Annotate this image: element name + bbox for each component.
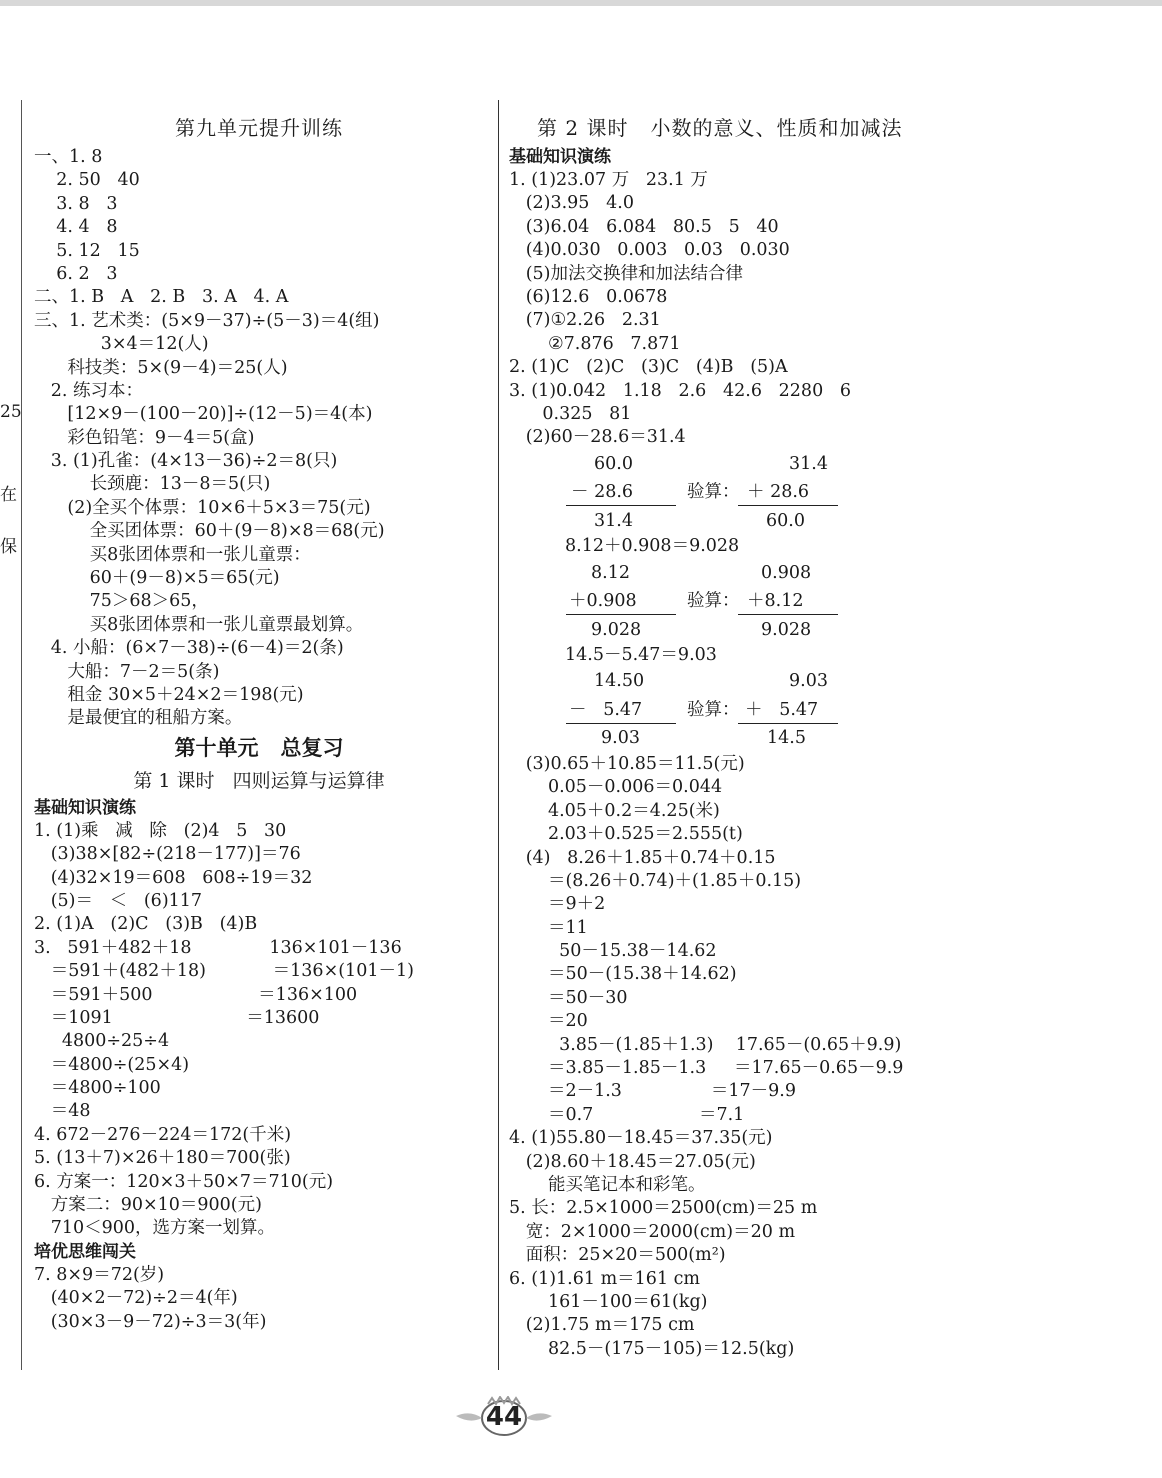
calc-result-left: 9.03 — [601, 728, 640, 749]
answer-line: 6. 2 3 — [34, 263, 118, 284]
answer-line: (40×2－72)÷2＝4(年) — [34, 1288, 238, 1309]
section-label-advanced: 培优思维闯关 — [34, 1241, 136, 1262]
left-column — [34, 110, 484, 1334]
answer-line: (5)加法交换律和加法结合律 — [509, 263, 743, 284]
edge-char: 保 — [0, 537, 17, 557]
answer-line: ＝9＋2 — [509, 894, 606, 915]
edge-char: 在 — [0, 485, 17, 505]
answer-line: ②7.876 7.871 — [509, 333, 681, 354]
check-label: 验算： — [687, 591, 740, 612]
answer-line: (3)6.04 6.084 80.5 5 40 — [509, 216, 779, 237]
answer-line: 能买笔记本和彩笔。 — [509, 1175, 706, 1195]
answer-line: ＝(8.26＋0.74)＋(1.85＋0.15) — [509, 870, 802, 891]
section-label-basic: 基础知识演练 — [34, 797, 136, 818]
answer-line: 82.5－(175－105)＝12.5(kg) — [509, 1338, 795, 1359]
answer-line: 买8张团体票和一张儿童票： — [34, 544, 311, 565]
answer-line: ＝20 — [509, 1011, 588, 1032]
calc-result-left: 9.028 — [591, 619, 642, 640]
answer-line: 一、1. 8 — [34, 147, 103, 167]
answer-line: (2)60－28.6＝31.4 — [509, 427, 686, 448]
answer-line: 0.05－0.006＝0.044 — [509, 777, 723, 798]
calc-op-right: ＋8.12 — [747, 591, 804, 612]
column-divider — [498, 100, 499, 1370]
answer-line: 60＋(9－8)×5＝65(元) — [34, 568, 280, 589]
answer-line: 宽：2×1000＝2000(cm)＝20 m — [509, 1221, 796, 1242]
answer-line: (4)0.030 0.003 0.03 0.030 — [509, 240, 790, 261]
unit9-title: 第九单元提升训练 — [175, 116, 343, 140]
answer-line: ＝50－30 — [509, 987, 628, 1008]
vertical-calc-3 — [509, 667, 1149, 753]
answer-line: 3. 8 3 — [34, 193, 118, 214]
answer-line: 2. (1)C (2)C (3)C (4)B (5)A — [509, 357, 788, 378]
calc-op-right: ＋ 5.47 — [745, 699, 819, 720]
answer-line: 5. (13＋7)×26＋180＝700(张) — [34, 1148, 291, 1169]
answer-line: (5)＝ ＜ (6)117 — [34, 890, 203, 911]
answer-line: ＝591＋(482＋18) ＝136×(101－1) — [34, 961, 414, 982]
answer-line: 6. 方案一：120×3＋50×7＝710(元) — [34, 1171, 334, 1192]
answer-line: 5. 长：2.5×1000＝2500(cm)＝25 m — [509, 1198, 818, 1219]
advanced-answers — [34, 1264, 484, 1334]
answer-line: (2)3.95 4.0 — [509, 193, 634, 214]
answer-line: 三、1. 艺术类：(5×9－37)÷(5－3)＝4(组) — [34, 310, 380, 331]
answer-line: 7. 8×9＝72(岁) — [34, 1264, 165, 1285]
lesson2-title: 第 2 课时 小数的意义、性质和加减法 — [537, 116, 903, 140]
answer-line: ＝591＋500 ＝136×100 — [34, 984, 358, 1005]
answer-line: ＝2－1.3 ＝17－9.9 — [509, 1081, 797, 1102]
answer-line: 3.85－(1.85＋1.3) 17.65－(0.65＋9.9) — [509, 1034, 902, 1055]
left-margin-line — [21, 100, 22, 1370]
answer-line: 3. 591＋482＋18 136×101－136 — [34, 937, 402, 958]
answer-line: ＝48 — [34, 1101, 91, 1122]
scan-top-band — [0, 0, 1162, 6]
answer-line: (3)0.65＋10.85＝11.5(元) — [509, 753, 745, 774]
answer-line: 4. 672－276－224＝172(千米) — [34, 1124, 292, 1145]
answer-line: ＝4800÷100 — [34, 1078, 161, 1099]
calc-result-right: 9.028 — [761, 619, 812, 640]
answer-line: 1. (1)23.07 万 23.1 万 — [509, 170, 708, 190]
answer-line: 二、1. B A 2. B 3. A 4. A — [34, 287, 289, 308]
answer-line: 3. (1)0.042 1.18 2.6 42.6 2280 6 — [509, 380, 852, 401]
answer-line: (4)32×19＝608 608÷19＝32 — [34, 867, 313, 888]
answer-line: 面积：25×20＝500(m²) — [509, 1245, 726, 1266]
answer-line: ＝3.85－1.85－1.3 ＝17.65－0.65－9.9 — [509, 1058, 904, 1079]
unit9-answers — [34, 146, 484, 731]
calc-op-left: － 28.6 — [571, 482, 634, 503]
answer-line: 0.325 81 — [509, 403, 632, 424]
answer-line: 4800÷25÷4 — [34, 1031, 170, 1052]
calc-top-left: 60.0 — [594, 453, 633, 474]
answer-line: 4. 小船：(6×7－38)÷(6－4)＝2(条) — [34, 638, 344, 659]
check-label: 验算： — [687, 482, 740, 503]
page-number-badge — [452, 1396, 556, 1438]
answer-line: 4. (1)55.80－18.45＝37.35(元) — [509, 1128, 773, 1149]
calc-op-left: ＋0.908 — [569, 591, 637, 612]
vertical-calc-2 — [509, 559, 1149, 645]
answer-line: (2)全买个体票：10×6＋5×3＝75(元) — [34, 497, 371, 518]
equation: 14.5－5.47＝9.03 — [565, 645, 717, 666]
answer-line: 买8张团体票和一张儿童票最划算。 — [34, 614, 364, 635]
vertical-calc-1 — [509, 450, 1149, 536]
answer-line: ＝1091 ＝13600 — [34, 1007, 320, 1028]
answer-line: (2)8.60＋18.45＝27.05(元) — [509, 1151, 756, 1172]
answer-line: 5. 12 15 — [34, 240, 140, 261]
answer-line: (7)①2.26 2.31 — [509, 310, 661, 331]
answer-line: 1. (1)乘 减 除 (2)4 5 30 — [34, 820, 287, 841]
section-label-basic: 基础知识演练 — [509, 147, 611, 167]
answer-line: 4.05＋0.2＝4.25(米) — [509, 800, 720, 821]
calc-result-right: 60.0 — [766, 510, 805, 531]
edge-char: 25 — [0, 402, 22, 422]
answer-line: (3)38×[82÷(218－177)]＝76 — [34, 844, 301, 865]
answer-line: 6. (1)1.61 m＝161 cm — [509, 1268, 701, 1289]
answer-line: (2)1.75 m＝175 cm — [509, 1315, 695, 1336]
answer-line: 彩色铅笔：9－4＝5(盒) — [34, 427, 255, 448]
calc-result-left: 31.4 — [594, 510, 633, 531]
answer-line: 大船：7－2＝5(条) — [34, 661, 220, 682]
answer-line: 长颈鹿：13－8＝5(只) — [34, 474, 271, 495]
answer-line: ＝4800÷(25×4) — [34, 1054, 190, 1075]
answer-line: 50－15.38－14.62 — [509, 941, 717, 962]
answer-line: 2. (1)A (2)C (3)B (4)B — [34, 914, 258, 935]
lesson2-answers-part1 — [509, 169, 1149, 450]
calc-top-left: 8.12 — [591, 562, 630, 583]
right-column — [509, 110, 1149, 1361]
equation: 8.12＋0.908＝9.028 — [565, 536, 740, 557]
answer-line: ＝50－(15.38＋14.62) — [509, 964, 737, 985]
answer-line: 全买团体票：60＋(9－8)×8＝68(元) — [34, 521, 385, 542]
answer-line: 710＜900，选方案一划算。 — [34, 1218, 275, 1239]
lesson2-answers-part2 — [509, 753, 1149, 1361]
answer-line: 75＞68＞65， — [34, 591, 209, 612]
check-label: 验算： — [687, 699, 740, 720]
answer-line: 3×4＝12(人) — [34, 334, 209, 355]
lesson1-title: 第 1 课时 四则运算与运算律 — [133, 769, 385, 792]
answer-line: (4) 8.26＋1.85＋0.74＋0.15 — [509, 847, 776, 868]
answer-line: ＝11 — [509, 917, 588, 938]
answer-line: 2. 练习本： — [34, 380, 143, 401]
answer-line: 科技类：5×(9－4)＝25(人) — [34, 357, 288, 378]
answer-line: 161－100＝61(kg) — [509, 1291, 708, 1312]
answer-line: 是最便宜的租船方案。 — [34, 708, 243, 729]
calc-top-left: 14.50 — [594, 671, 645, 692]
answer-line: 3. (1)孔雀：(4×13－36)÷2＝8(只) — [34, 451, 338, 472]
answer-line: ＝0.7 ＝7.1 — [509, 1104, 745, 1125]
lesson1-answers — [34, 820, 484, 1241]
answer-line: (30×3－9－72)÷3＝3(年) — [34, 1311, 267, 1332]
answer-line: 2.03＋0.525＝2.555(t) — [509, 824, 743, 845]
answer-line: 2. 50 40 — [34, 170, 140, 191]
answer-line: 租金 30×5＋24×2＝198(元) — [34, 684, 304, 705]
answer-line: 方案二：90×10＝900(元) — [34, 1195, 262, 1216]
page-number: 44 — [485, 1402, 523, 1432]
calc-top-right: 0.908 — [761, 562, 812, 583]
calc-result-right: 14.5 — [767, 728, 806, 749]
answer-line: 4. 4 8 — [34, 217, 118, 238]
calc-op-left: － 5.47 — [569, 699, 643, 720]
unit10-title: 第十单元 总复习 — [174, 735, 344, 760]
calc-top-right: 9.03 — [789, 671, 828, 692]
answer-line: [12×9－(100－20)]÷(12－5)＝4(本) — [34, 404, 373, 425]
calc-top-right: 31.4 — [789, 453, 828, 474]
answer-line: (6)12.6 0.0678 — [509, 286, 668, 307]
calc-op-right: ＋ 28.6 — [747, 482, 810, 503]
